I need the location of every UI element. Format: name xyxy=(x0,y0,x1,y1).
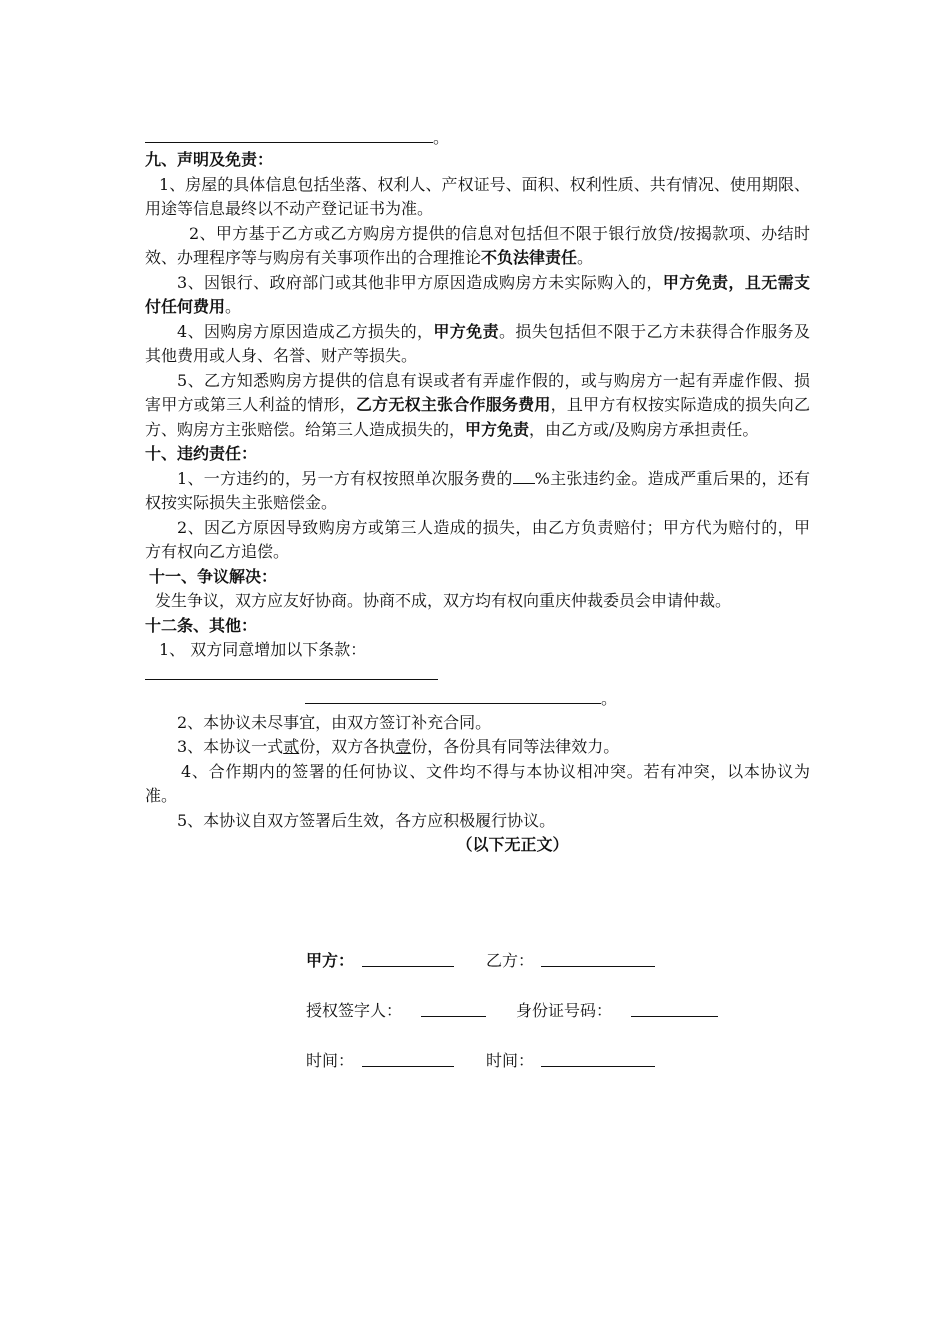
section-9-clause-5: 5、乙方知悉购房方提供的信息有误或者有弄虚作假的，或与购房方一起有弄虚作假、损害甲方或第三人利益的情形，乙方无权主张合作服务费用，且甲方有权按实际造成的损失向乙方、购房方主张赔偿。给第三人造成损失的，甲方免责，由乙方或/及购房方承担责任。 xyxy=(145,370,810,439)
section-12-clause-1: 1、 双方同意增加以下条款： xyxy=(159,640,367,659)
party-a-signature-field[interactable] xyxy=(362,966,454,967)
time-b-label: 时间： xyxy=(486,1051,535,1070)
contract-page xyxy=(145,126,810,858)
top-blank-line: 。 xyxy=(145,126,810,148)
extra-terms-blank-2[interactable] xyxy=(305,687,601,704)
authorized-signer-field[interactable] xyxy=(421,1016,486,1017)
time-a-label: 时间： xyxy=(306,1051,355,1070)
extra-terms-blank-1[interactable] xyxy=(145,663,438,680)
section-10-heading: 十、违约责任： xyxy=(145,444,258,463)
fill-blank[interactable] xyxy=(145,126,433,143)
section-11-heading: 十一、争议解决： xyxy=(149,566,278,586)
section-12-clause-3: 3、本协议一式贰份，双方各执壹份，各份具有同等法律效力。 xyxy=(177,737,620,756)
end-of-text-note: （以下无正文） xyxy=(456,835,569,854)
section-10-clause-1: 1、一方违约的，另一方有权按照单次服务费的 %主张违约金。造成严重后果的，还有权按实际损失主张赔偿金。 xyxy=(145,468,810,512)
extra-terms-line-1 xyxy=(145,663,810,687)
section-9-clause-3: 3、因银行、政府部门或其他非甲方原因造成购房方未实际购入的，甲方免责，且无需支付任何费用。 xyxy=(145,272,810,316)
section-12-clause-2: 2、本协议未尽事宜，由双方签订补充合同。 xyxy=(177,712,492,732)
time-a-field[interactable] xyxy=(362,1066,454,1067)
extra-terms-line-2: 。 xyxy=(145,687,810,711)
id-number-field[interactable] xyxy=(631,1016,718,1017)
id-number-label: 身份证号码： xyxy=(516,1001,613,1020)
section-9-heading: 九、声明及免责： xyxy=(145,150,274,169)
time-b-field[interactable] xyxy=(541,1066,655,1067)
section-9-clause-2: 2、甲方基于乙方或乙方购房方提供的信息对包括但不限于银行放贷/按揭款项、办结时效、办理程序等与购房有关事项作出的合理推论不负法律责任。 xyxy=(145,223,810,267)
section-12-clause-5: 5、本协议自双方签署后生效，各方应积极履行协议。 xyxy=(177,810,556,830)
section-12-clause-4: 4、合作期内的签署的任何协议、文件均不得与本协议相冲突。若有冲突，以本协议为准。 xyxy=(145,761,810,805)
section-10-clause-2: 2、因乙方原因导致购房方或第三人造成的损失，由乙方负责赔付；甲方代为赔付的，甲方有权向乙方追偿。 xyxy=(145,517,810,561)
section-12-heading: 十二条、其他： xyxy=(145,615,258,635)
party-b-label: 乙方： xyxy=(486,951,535,970)
section-9-clause-1: 1、房屋的具体信息包括坐落、权利人、产权证号、面积、权利性质、共有情况、使用期限、用途等信息最终以不动产登记证书为准。 xyxy=(145,174,810,218)
penalty-percent-blank[interactable] xyxy=(513,467,535,484)
authorized-signer-label: 授权签字人： xyxy=(306,1001,403,1020)
section-9-clause-4: 4、因购房方原因造成乙方损失的，甲方免责。损失包括但不限于乙方未获得合作服务及其他费用或人身、名誉、财产等损失。 xyxy=(145,321,810,365)
party-a-label: 甲方： xyxy=(306,951,355,970)
party-b-signature-field[interactable] xyxy=(541,966,655,967)
section-11-clause-1: 发生争议，双方应友好协商。协商不成，双方均有权向重庆仲裁委员会申请仲裁。 xyxy=(155,591,732,610)
